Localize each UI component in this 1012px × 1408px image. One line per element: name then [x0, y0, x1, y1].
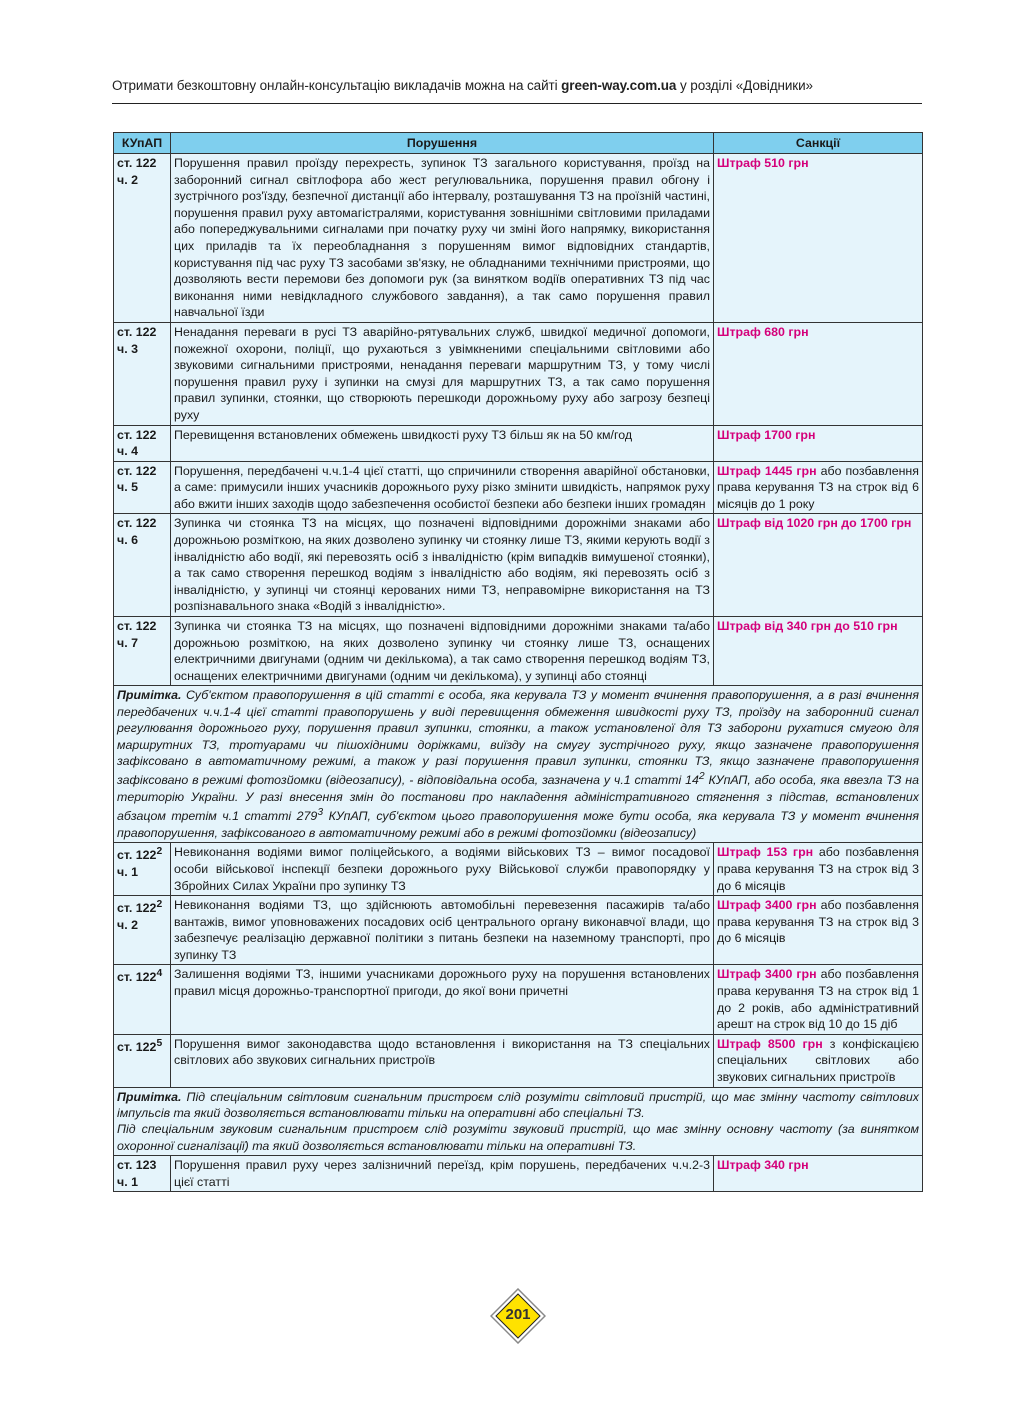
note-label: Примітка.: [117, 688, 182, 703]
note-text-part: КУпАП, або особа, яка ввезла ТЗ на територію України. У разі внесення змін до постанови про накладення адміністративного стягнення з підстав, встановлених абзацом третім ч.1 статті 279: [117, 773, 919, 824]
violation-text: Зупинка чи стоянка ТЗ на місцях, що позначені відповідними дорожніми знаками або дорожньою розміткою, на яких дозволено зупинку чи стоянку лише ТЗ, якими керують водії з інвалідністю або водії, які перевозять осіб з інвалідністю (крім випадків вимушеної стоянки), а так само створення перешкод водіям з інвалідністю або водіям, які перевозять осіб з інвалідністю, у зупинці чи стоянці керованих ними ТЗ, неправомірне використання на ТЗ розпізнавального знака «Водій з інвалідністю».: [171, 514, 714, 617]
fine-amount: Штраф 1700 грн: [717, 427, 816, 442]
violation-text: Ненадання переваги в русі ТЗ аварійно-рятувальних служб, швидкої медичної допомоги, пожежної охорони, поліції, що рухаються з увімкненими спеціальними світловими або звуковими сигнальними пристроями, ненадання переваги маршрутним ТЗ, у тому числі порушення правил руху і зупинки на смузі для маршрутних ТЗ, а так само порушення правил зупинки, стоянки, що створюють перешкоди дорожньому руху або загрозу безпеці руху: [171, 322, 714, 425]
sanction-details: або позбавлення права керування ТЗ на строк від 3 до 6 місяців: [717, 845, 919, 893]
article-code: ст. 122 ч. 4: [114, 425, 171, 461]
sanction-cell: [714, 965, 923, 1034]
violation-text: Невиконання водіями ТЗ, що здійснюють автомобільні перевезення пасажирів та/або вантажів, вимог уповноважених посадових осіб центрального органу виконавчої влади, що забезпечує реалізацію державної політики з питань безпеки на наземному транспорті, про зупинку ТЗ: [171, 896, 714, 965]
sanction-details: або позбавлення права керування ТЗ на строк від 6 місяців до 1 року: [717, 463, 919, 511]
column-header-violation: Порушення: [171, 133, 714, 154]
sanction-cell: [714, 617, 923, 686]
fine-amount: Штраф 3400 грн: [717, 967, 817, 982]
table-row: [114, 322, 923, 425]
table-row: [114, 1034, 923, 1087]
fine-amount: Штраф 680 грн: [717, 324, 809, 339]
violation-text: Перевищення встановлених обмежень швидкості руху ТЗ більш як на 50 км/год: [171, 425, 714, 461]
violation-text: Невиконання водіями вимог поліцейського, а водіями військових ТЗ – вимог посадової особи військової інспекції безпеки дорожнього руху Військової служби правопорядку у Збройних Силах України про зупинку ТЗ: [171, 843, 714, 896]
table-row: [114, 617, 923, 686]
superscript: 2: [156, 899, 163, 911]
article-number: ст. 122: [117, 1039, 157, 1054]
sanction-cell: [714, 1156, 923, 1192]
table-row: [114, 461, 923, 514]
column-header-sanction: Санкції: [714, 133, 923, 154]
note-text-part: Під спеціальним світловим сигнальним пристроєм слід розуміти світловий пристрій, що має змінну частоту світлових імпульсів та який дозволяється встановлювати тільки на оперативні або спеціальні ТЗ.: [117, 1089, 919, 1121]
fine-amount: Штраф 8500 грн: [717, 1036, 823, 1051]
sanction-cell: [714, 425, 923, 461]
superscript: 4: [156, 968, 163, 980]
note-row: [114, 1087, 923, 1156]
fine-amount: Штраф 3400 грн: [717, 898, 817, 913]
violation-text: Зупинка чи стоянка ТЗ на місцях, що позначені відповідними дорожніми знаками та/або дорожньою розміткою, на яких дозволено зупинку чи стоянку лише ТЗ, оснащених електричними двигунами (одним чи декількома), а так само створення перешкод водіям ТЗ, оснащених електричними двигунами (одним чи декількома), у зупинці або стоянці: [171, 617, 714, 686]
header-text-end: у розділі «Довідники»: [676, 78, 813, 93]
article-code: [114, 896, 171, 965]
sanction-details: з конфіскацією спеціальних світлових або звукових сигнальних пристроїв: [717, 1036, 919, 1085]
article-code: ст. 122 ч. 5: [114, 461, 171, 514]
article-code: [114, 1034, 171, 1087]
violation-text: Порушення правил руху через залізничний переїзд, крім порушень, передбачених ч.ч.2-3 цієї статті: [171, 1156, 714, 1192]
table-row: [114, 965, 923, 1034]
superscript: 5: [156, 1037, 163, 1049]
article-part: ч. 1: [117, 865, 138, 880]
note-label: Примітка.: [117, 1089, 182, 1104]
fines-table: [113, 132, 923, 1192]
superscript: 2: [698, 771, 705, 783]
page-header: [112, 78, 922, 93]
violation-text: Залишення водіями ТЗ, іншими учасниками дорожнього руху на порушення встановлених правил місця дорожньо-транспортної пригоди, до якої вони причетні: [171, 965, 714, 1034]
table-row: [114, 843, 923, 896]
violation-text: Порушення, передбачені ч.ч.1-4 цієї статті, що спричинили створення аварійної обстановки, а саме: примусили інших учасників дорожнього руху різко змінити швидкість, напрямок руху або вжити інших заходів щодо забезпечення особистої безпеки або безпеки інших громадян: [171, 461, 714, 514]
column-header-code: КУпАП: [114, 133, 171, 154]
fine-amount: Штраф від 1020 грн до 1700 грн: [717, 516, 912, 531]
superscript: 2: [156, 846, 163, 858]
page-number: 201: [505, 1306, 531, 1323]
header-divider: [112, 103, 922, 104]
note-row: [114, 686, 923, 843]
table-row: [114, 896, 923, 965]
note-text-part: КУпАП, суб'єктом цього правопорушення може бути особа, яка керувала ТЗ у момент вчинення правопорушення, зафіксованого в автоматичному режимі або в режимі фотозйомки (відеозапису): [117, 809, 919, 840]
note-text-part: Під спеціальним звуковим сигнальним пристроєм слід розуміти звуковий пристрій, що має змінну основну частоту (за винятком охоронної сигналізації) та який дозволяється встановлювати тільки на оперативні ТЗ.: [117, 1122, 919, 1153]
table-header-row: [114, 133, 923, 154]
article-code: ст. 122 ч. 2: [114, 154, 171, 323]
article-code: ст. 123 ч. 1: [114, 1156, 171, 1192]
sanction-cell: [714, 514, 923, 617]
article-number: ст. 122: [117, 901, 157, 916]
article-part: ч. 2: [117, 917, 138, 932]
fine-amount: Штраф 340 грн: [717, 1158, 809, 1173]
note-text-part: Суб'єктом правопорушення в цій статті є особа, яка керувала ТЗ у момент вчинення правопорушення, а в разі вчинення передбачених ч.ч.1-4 цієї статті правопорушень у виді перевищення обмеження швидкості руху ТЗ, проїзду на заборонний сигнал регулювання дорожнього руху, порушення правил зупинки, стоянки, а також установленої для ТЗ заборони рухатися смугою для маршрутних ТЗ, тротуарами чи пішохідними доріжками, виїзду на смугу зустрічного руху, якщо зазначене правопорушення зафіксовано в автоматичному режимі, а також у разі порушення правил зупинки, стоянки ТЗ, якщо зазначене правопорушення зафіксовано в режимі фотозйомки (відеозапису), - відповідальна особа, зазначена у ч.1 статті 14: [117, 688, 919, 788]
header-text: Отримати безкоштовну онлайн-консультацію викладачів можна на сайті: [112, 78, 562, 93]
article-number: ст. 122: [117, 848, 157, 863]
sanction-cell: [714, 461, 923, 514]
violation-text: Порушення вимог законодавства щодо встановлення і використання на ТЗ спеціальних світлових або звукових сигнальних пристроїв: [171, 1034, 714, 1087]
violation-text: Порушення правил проїзду перехресть, зупинок ТЗ загального користування, проїзд на заборонний сигнал світлофора або жест регулювальника, порушення правил обгону і зустрічного роз'їзду, безпечної дистанції або інтервалу, розташування ТЗ на проїзній частині, порушення правил руху автомагістралями, користування зовнішніми світловими приладами або попереджувальними сигналами при початку руху чи зміні його напрямку, використання цих приладів та їх переобладнання з порушенням вимог відповідних стандартів, користування під час руху ТЗ засобами зв'язку, не обладнаними технічними пристроями, що дозволяють вести перемови без допомоги рук (за винятком водіїв оперативних ТЗ під час виконання ними невідкладного службового завдання), а так само порушення правил навчальної їзди: [171, 154, 714, 323]
table-row: [114, 154, 923, 323]
table-row: [114, 514, 923, 617]
fine-amount: Штраф 510 грн: [717, 156, 809, 170]
sanction-cell: [714, 1034, 923, 1087]
fine-amount: Штраф 153 грн: [717, 845, 814, 860]
sanction-cell: [714, 896, 923, 965]
note-text: [114, 1087, 923, 1156]
sanction-details: або позбавлення права керування ТЗ на строк від 3 до 6 місяців: [717, 898, 919, 946]
fine-amount: Штраф від 340 грн до 510 грн: [717, 619, 898, 634]
article-code: [114, 843, 171, 896]
table-row: [114, 425, 923, 461]
article-code: ст. 122 ч. 6: [114, 514, 171, 617]
table-row: [114, 1156, 923, 1192]
article-code: ст. 122 ч. 3: [114, 322, 171, 425]
header-site-link[interactable]: green-way.com.ua: [561, 78, 677, 93]
fine-amount: Штраф 1445 грн: [717, 463, 817, 478]
sanction-cell: [714, 322, 923, 425]
article-code: [114, 965, 171, 1034]
note-text: [114, 686, 923, 843]
sanction-cell: [714, 154, 923, 323]
article-number: ст. 122: [117, 970, 157, 985]
article-code: ст. 122 ч. 7: [114, 617, 171, 686]
superscript: 3: [317, 807, 324, 819]
sanction-details: або позбавлення права керування ТЗ на строк від 1 до 2 років, або адміністративний арешт на строк від 10 до 15 діб: [717, 967, 919, 1032]
sanction-cell: [714, 843, 923, 896]
